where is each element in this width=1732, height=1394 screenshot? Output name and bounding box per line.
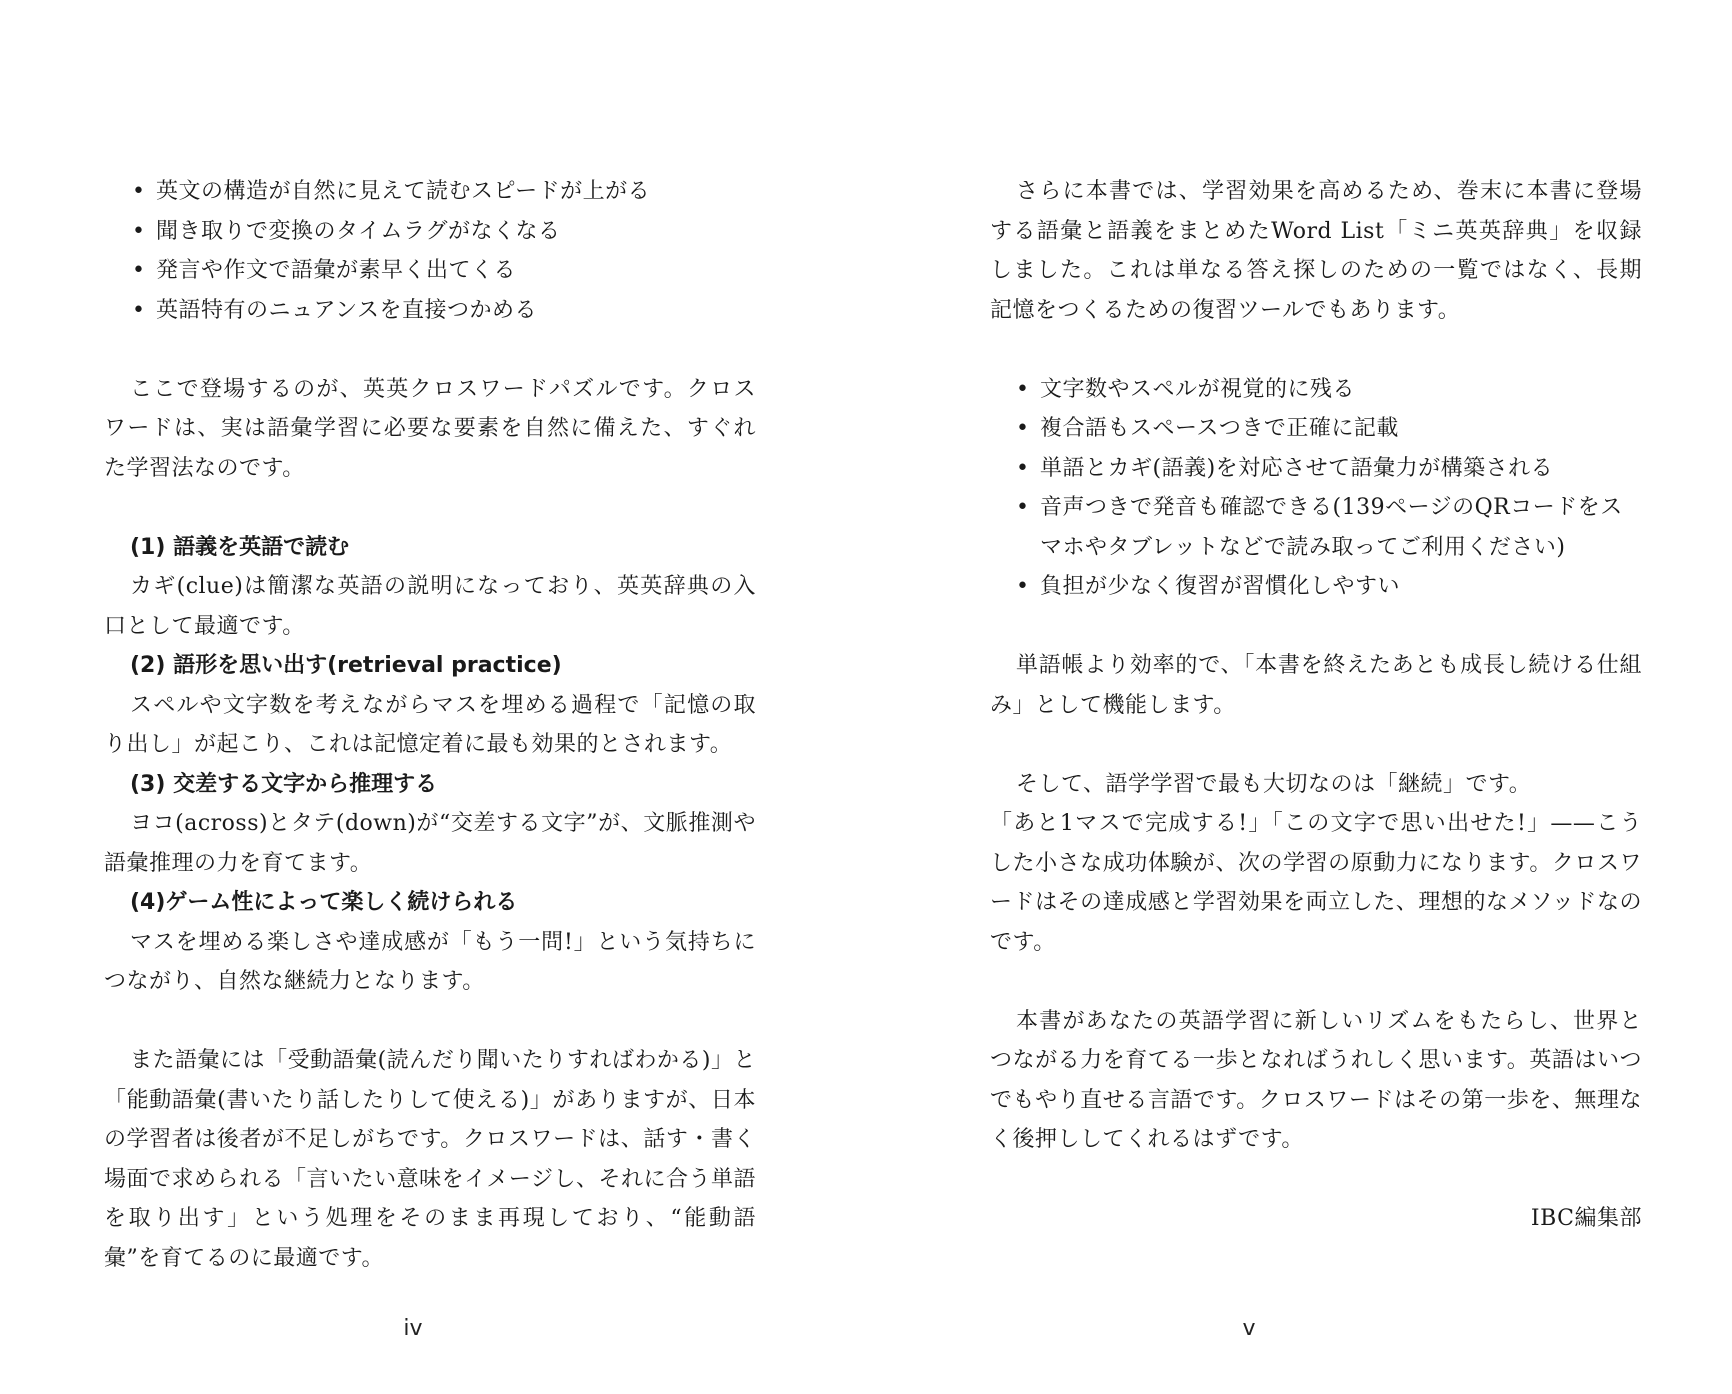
list-item: • 単語とカギ(語義)を対応させて語彙力が構築される — [1014, 449, 1642, 489]
bullet-icon: • — [1016, 376, 1030, 402]
right-page — [866, 0, 1732, 1394]
section-heading-4: (4)ゲーム性によって楽しく続けられる — [130, 890, 518, 915]
section-body-1: カギ(clue)は簡潔な英語の説明になっており、英英辞典の入口として最適です。 — [104, 574, 756, 639]
list-item: • 聞き取りで変換のタイムラグがなくなる — [130, 212, 756, 252]
left-page-content — [104, 172, 756, 1278]
list-item: • 文字数やスペルが視覚的に残る — [1014, 370, 1642, 410]
bullet-icon: • — [132, 258, 146, 283]
right-page-content — [990, 172, 1642, 1239]
section-body-3: ヨコ(across)とタテ(down)が“交差する文字”が、文脈推測や語彙推理の力を育てます。 — [104, 811, 756, 876]
page-number: iv — [403, 1316, 423, 1341]
paragraph-continuity-lead: そして、語学学習で最も大切なのは「継続」です。 — [1016, 771, 1532, 797]
section-heading-3: (3) 交差する文字から推理する — [130, 771, 438, 797]
bullet-icon: • — [132, 297, 146, 323]
paragraph-efficiency: 単語帳より効率的で、「本書を終えたあとも成長し続ける仕組み」として機能します。 — [990, 653, 1642, 718]
list-item: • 英文の構造が自然に見えて読むスピードが上がる — [130, 172, 756, 212]
list-item: • 英語特有のニュアンスを直接つかめる — [130, 291, 756, 331]
signature: IBC編集部 — [1530, 1206, 1642, 1231]
closing-paragraph: また語彙には「受動語彙(読んだり聞いたりすればわかる)」と「能動語彙(書いたり話したりして使える)」がありますが、日本の学習者は後者が不足しがちです。クロスワードは、話す・書く場面で求められる「言いたい意味をイメージし、それに合う単語を取り出す」という処理をそのまま再現しており、“能動語彙”を育てるのに最適です。 — [104, 1048, 756, 1271]
benefit-list — [104, 172, 756, 330]
bullet-icon: • — [1016, 455, 1030, 481]
paragraph-continuity: 「あと1マスで完成する!」「この文字で思い出せた!」——こうした小さな成功体験が、次の学習の原動力になります。クロスワードはその達成感と学習効果を両立した、理想的なメソッドなのです。 — [990, 811, 1642, 955]
list-item: • 発言や作文で語彙が素早く出てくる — [130, 251, 756, 291]
list-item: • 複合語もスペースつきで正確に記載 — [1014, 409, 1642, 449]
bullet-icon: • — [1016, 495, 1030, 520]
page-number: v — [1242, 1316, 1256, 1341]
list-item: • 負担が少なく復習が習慣化しやすい — [1014, 567, 1642, 607]
list-item: • 音声つきで発音も確認できる(139ページのQRコードをスマホやタブレットなどで読み取ってご利用ください) — [1014, 488, 1642, 567]
bullet-icon: • — [1016, 574, 1030, 599]
section-body-4: マスを埋める楽しさや達成感が「もう一問!」という気持ちにつながり、自然な継続力となります。 — [104, 929, 756, 994]
section-body-2: スペルや文字数を考えながらマスを埋める過程で「記憶の取り出し」が起こり、これは記憶定着に最も効果的とされます。 — [104, 692, 756, 757]
section-heading-2: (2) 語形を思い出す(retrieval practice) — [130, 653, 562, 678]
word-list-features — [990, 370, 1642, 607]
bullet-icon: • — [132, 179, 146, 204]
intro-paragraph: さらに本書では、学習効果を高めるため、巻末に本書に登場する語彙と語義をまとめたWord List「ミニ英英辞典」を収録しました。これは単なる答え探しのための一覧ではなく、長期記憶をつくるための復習ツールでもあります。 — [990, 179, 1642, 323]
paragraph-closing: 本書があなたの英語学習に新しいリズムをもたらし、世界とつながる力を育てる一歩となればうれしく思います。英語はいつでもやり直せる言語です。クロスワードはその第一歩を、無理なく後押ししてくれるはずです。 — [990, 1008, 1642, 1152]
bullet-icon: • — [1016, 416, 1030, 441]
intro-paragraph: ここで登場するのが、英英クロスワードパズルです。クロスワードは、実は語彙学習に必要な要素を自然に備えた、すぐれた学習法なのです。 — [104, 376, 756, 481]
section-heading-1: (1) 語義を英語で読む — [130, 534, 350, 560]
bullet-icon: • — [132, 218, 146, 244]
